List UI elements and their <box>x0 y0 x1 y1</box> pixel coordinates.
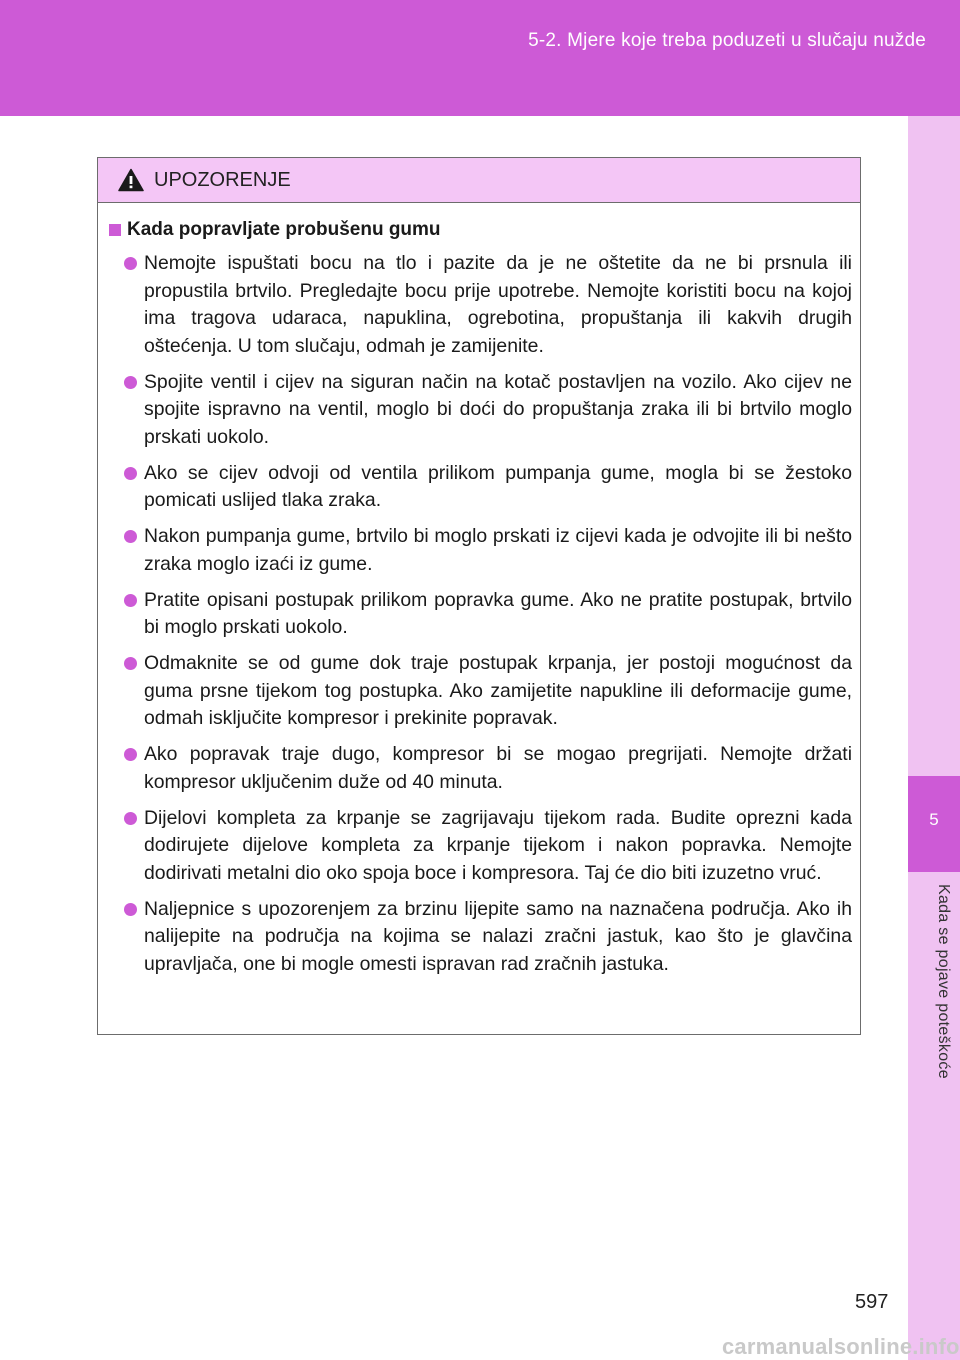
list-item-text: Nemojte ispuštati bocu na tlo i pazite da je ne oštetite da ne bi prsnula ili propustila brtvilo. Pregledajte bocu prije upotrebe. Nemojte koristiti bocu na kojoj ima tragova udaraca, napuklina, ogrebotina, propuštanja ili kakvih drugih oštećenja. U tom slučaju, odmah je zamijenite. <box>144 252 852 357</box>
bullet-dot-icon <box>124 376 137 389</box>
bullet-dot-icon <box>124 594 137 607</box>
bullet-dot-icon <box>124 467 137 480</box>
list-item <box>109 523 852 578</box>
list-item-text: Ako popravak traje dugo, kompresor bi se mogao pregrijati. Nemojte držati kompresor uključenim duže od 40 minuta. <box>144 743 852 793</box>
list-item <box>109 741 852 796</box>
list-item <box>109 587 852 642</box>
list-item-text: Ako se cijev odvoji od ventila prilikom pumpanja gume, mogla bi se žestoko pomicati uslijed tlaka zraka. <box>144 461 852 511</box>
chapter-title: Kada se pojave poteškoće <box>935 884 952 1079</box>
square-bullet-icon <box>109 224 121 236</box>
subheading-text: Kada popravljate probušenu gumu <box>127 219 441 240</box>
watermark[interactable]: carmanualsonline.info <box>722 1334 960 1359</box>
list-item-text: Odmaknite se od gume dok traje postupak krpanja, jer postoji mogućnost da guma prsne tijekom tog postupka. Ako zamijetite napukline ili deformacije gume, odmah isključite kompresor i prekinite popravak. <box>144 652 852 729</box>
warning-header <box>98 158 860 203</box>
list-item-text: Dijelovi kompleta za krpanje se zagrijavaju tijekom rada. Budite oprezni kada dodirujete dijelove kompleta za krpanje tijekom i nakon popravka. Nemojte dodirivati metalni dio oko spoja boce i kompresora. Taj će dio biti izuzetno vruć. <box>144 806 852 884</box>
page-number: 597 <box>855 1291 889 1313</box>
list-item-text: Spojite ventil i cijev na siguran način na kotač postavljen na vozilo. Ako cijev ne spojite ispravno na ventil, moglo bi doći do propuštanja zraka ili bi brtvilo moglo prskati uokolo. <box>144 370 852 448</box>
list-item-text: Naljepnice s upozorenjem za brzinu lijepite samo na naznačena područja. Ako ih nalijepite na područja na kojima se nalazi zračni jastuk, kao što je glavčina upravljača, one bi mogle omesti ispravan rad zračnih jastuka. <box>144 897 852 975</box>
list-item <box>109 896 852 979</box>
warning-triangle-icon <box>118 168 144 192</box>
section-header: 5-2. Mjere koje treba poduzeti u slučaju nužde <box>528 30 926 51</box>
bullet-dot-icon <box>124 748 137 761</box>
list-item-text: Nakon pumpanja gume, brtvilo bi moglo prskati iz cijevi kada je odvojite ili bi nešto zraka moglo izaći iz gume. <box>144 525 852 575</box>
bullet-dot-icon <box>124 657 137 670</box>
bullet-dot-icon <box>124 257 137 270</box>
list-item <box>109 250 852 360</box>
subheading <box>109 219 852 241</box>
list-item <box>109 650 852 733</box>
warning-box <box>97 157 861 1035</box>
bullet-dot-icon <box>124 903 137 916</box>
warning-body <box>98 203 860 978</box>
list-item <box>109 460 852 515</box>
side-tab <box>908 116 960 1360</box>
bullet-dot-icon <box>124 812 137 825</box>
chapter-number: 5 <box>929 810 939 829</box>
bullet-dot-icon <box>124 530 137 543</box>
list-item-text: Pratite opisani postupak prilikom popravka gume. Ako ne pratite postupak, brtvilo bi moglo prskati uokolo. <box>144 588 852 638</box>
list-item <box>109 805 852 888</box>
warning-title: UPOZORENJE <box>154 168 291 191</box>
top-band <box>0 0 960 116</box>
list-item <box>109 369 852 452</box>
